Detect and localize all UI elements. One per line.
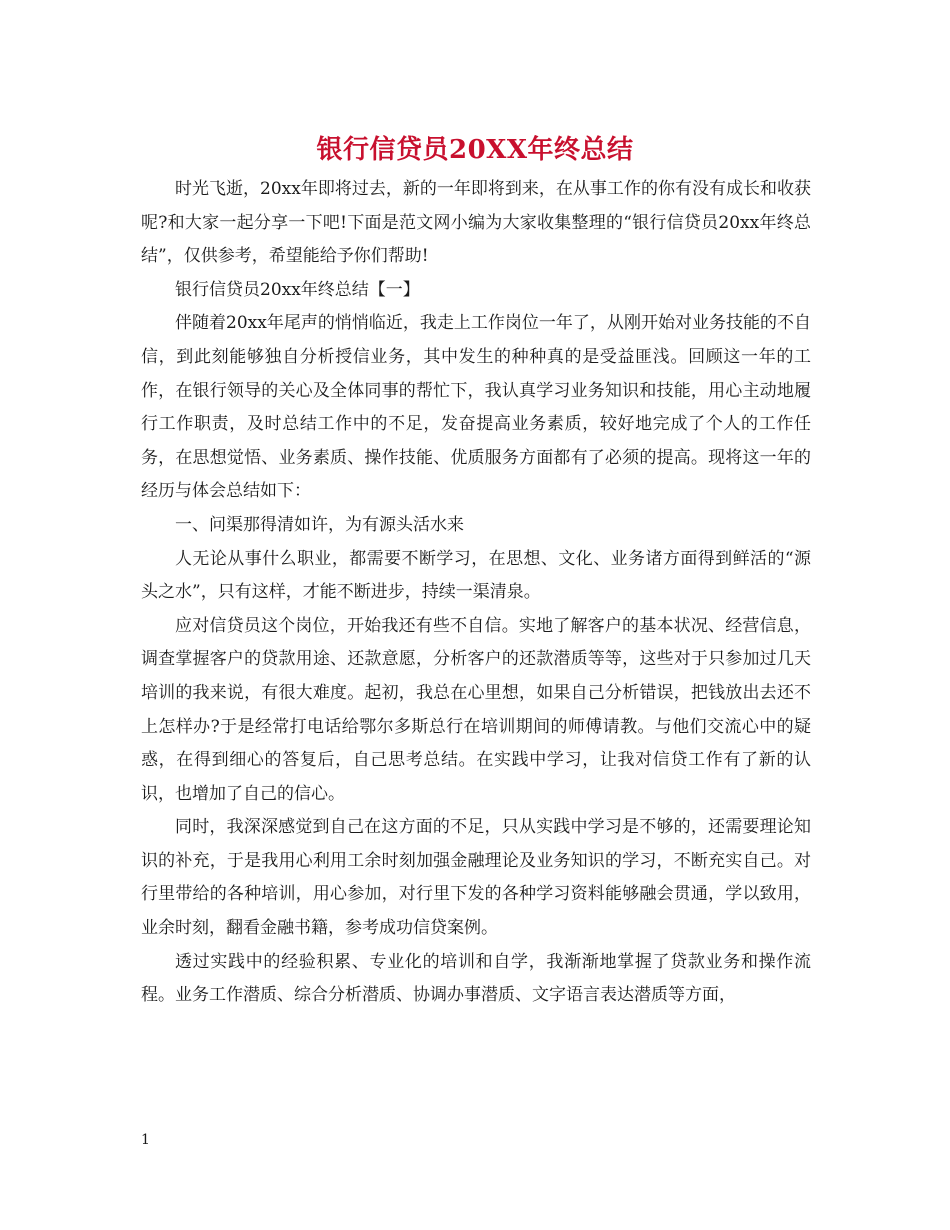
section-heading-one: 银行信贷员20xx年终总结【一】: [175, 279, 420, 300]
body-paragraph: 应对信贷员这个岗位，开始我还有些不自信。实地了解客户的基本状况、经营信息，调查掌握客户的贷款用途、还款意愿，分析客户的还款潜质等等，这些对于只参加过几天培训的我来说，有很大难度。起初，我总在心里想，如果自己分析错误，把钱放出去还不上怎样办?于是经常打电话给鄂尔多斯总行在培训期间的师傅请教。与他们交流心中的疑惑，在得到细心的答复后，自己思考总结。在实践中学习，让我对信贷工作有了新的认识，也增加了自己的信心。: [141, 615, 811, 804]
body-paragraph: 同时，我深深感觉到自己在这方面的不足，只从实践中学习是不够的，还需要理论知识的补充，于是我用心利用工余时刻加强金融理论及业务知识的学习，不断充实自己。对行里带给的各种培训，用心参加，对行里下发的各种学习资料能够融会贯通，学以致用，业余时刻，翻看金融书籍，参考成功信贷案例。: [141, 817, 811, 939]
document-title: 银行信贷员20XX年终总结: [316, 135, 634, 165]
intro-paragraph: 时光飞逝，20xx年即将过去，新的一年即将到来，在从事工作的你有没有成长和收获呢?和大家一起分享一下吧!下面是范文网小编为大家收集整理的“银行信贷员20xx年终总结”，仅供参考，希望能给予你们帮助!: [141, 179, 811, 267]
page-number: 1: [141, 1132, 150, 1148]
subsection-heading: 一、问渠那得清如许，为有源头活水来: [175, 514, 464, 535]
body-paragraph: 人无论从事什么职业，都需要不断学习，在思想、文化、业务诸方面得到鲜活的“源头之水”，只有这样，才能不断进步，持续一渠清泉。: [141, 548, 811, 603]
body-paragraph: 伴随着20xx年尾声的悄悄临近，我走上工作岗位一年了，从刚开始对业务技能的不自信，到此刻能够独自分析授信业务，其中发生的种种真的是受益匪浅。回顾这一年的工作，在银行领导的关心及全体同事的帮忙下，我认真学习业务知识和技能，用心主动地履行工作职责，及时总结工作中的不足，发奋提高业务素质，较好地完成了个人的工作任务，在思想觉悟、业务素质、操作技能、优质服务方面都有了必须的提高。现将这一年的经历与体会总结如下：: [141, 313, 811, 502]
body-paragraph: 透过实践中的经验积累、专业化的培训和自学，我渐渐地掌握了贷款业务和操作流程。业务工作潜质、综合分析潜质、协调办事潜质、文字语言表达潜质等方面，: [141, 951, 811, 1006]
document-body: [141, 173, 811, 1013]
